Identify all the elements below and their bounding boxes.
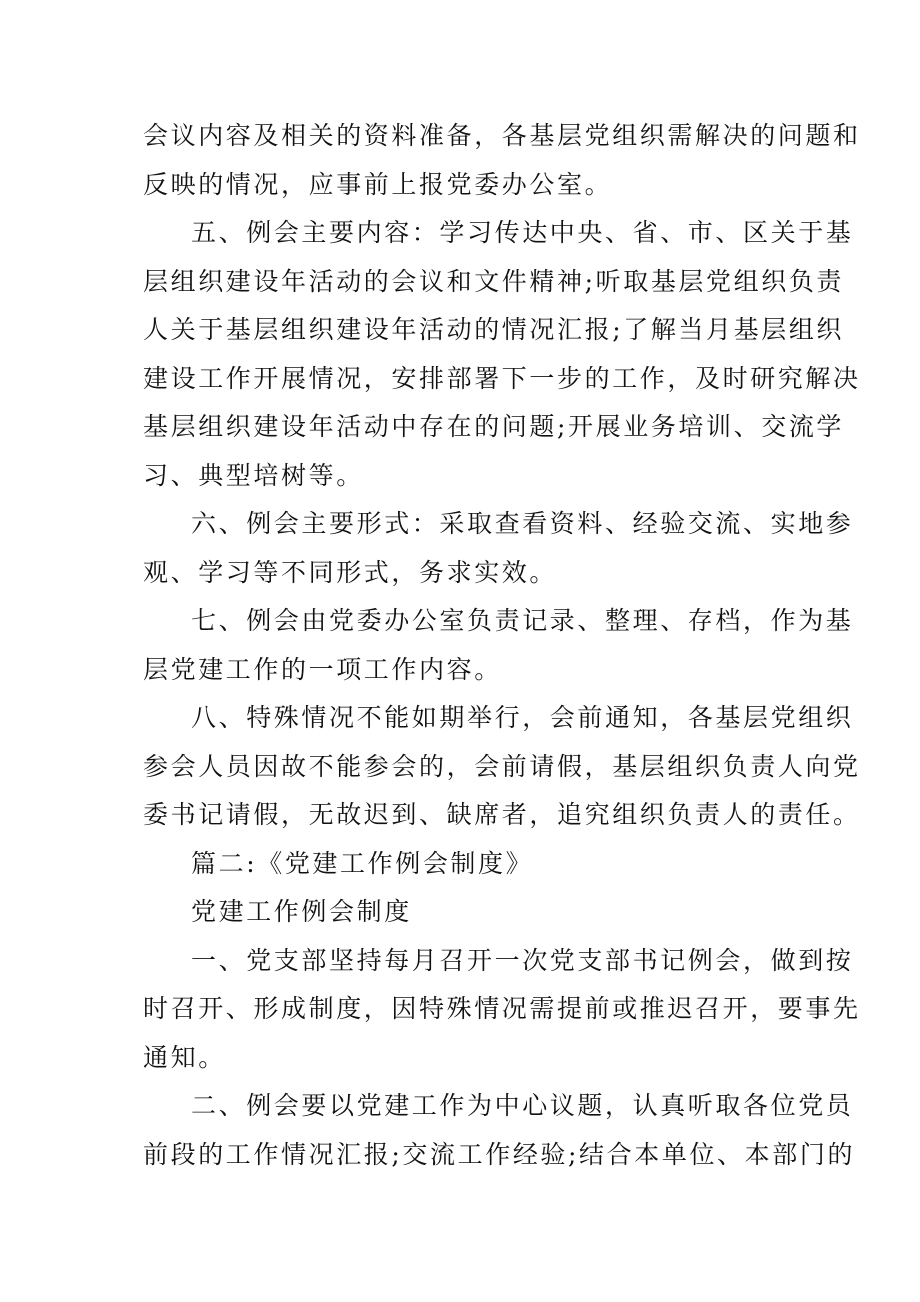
text-line: 人关于基层组织建设年活动的情况汇报;了解当月基层组织 [143, 315, 845, 344]
text-line: 基层组织建设年活动中存在的问题;开展业务培训、交流学 [143, 412, 845, 441]
section-heading: 篇二:《党建工作例会制度》 [191, 848, 534, 878]
text-line: 会议内容及相关的资料准备，各基层党组织需解决的问题和 [143, 121, 861, 150]
text-line: 建设工作开展情况，安排部署下一步的工作，及时研究解决 [143, 363, 861, 393]
paragraph-start: 七、例会由党委办公室负责记录、整理、存档，作为基 [191, 606, 854, 635]
paragraph-start: 一、党支部坚持每月召开一次党支部书记例会，做到按 [191, 945, 854, 975]
text-line: 层党建工作的一项工作内容。 [143, 654, 502, 684]
text-line: 反映的情况，应事前上报党委办公室。 [143, 169, 613, 199]
paragraph-start: 八、特殊情况不能如期举行，会前通知，各基层党组织 [191, 703, 854, 732]
paragraph-start: 二、例会要以党建工作为中心议题，认真听取各位党员 [191, 1091, 854, 1120]
paragraph-start: 六、例会主要形式：采取查看资料、经验交流、实地参 [191, 509, 854, 538]
text-line: 层组织建设年活动的会议和文件精神;听取基层党组织负责 [143, 266, 845, 296]
text-line: 观、学习等不同形式，务求实效。 [143, 557, 558, 587]
document-page [143, 112, 861, 1179]
text-line: 委书记请假，无故迟到、缺席者，追究组织负责人的责任。 [143, 800, 861, 829]
text-line: 前段的工作情况汇报;交流工作经验;结合本单位、本部门的 [143, 1139, 856, 1169]
text-line: 习、典型培树等。 [143, 460, 364, 490]
paragraph-start: 五、例会主要内容：学习传达中央、省、市、区关于基 [191, 218, 854, 247]
text-line: 时召开、形成制度，因特殊情况需提前或推迟召开，要事先 [143, 994, 861, 1023]
text-line: 参会人员因故不能参会的，会前请假，基层组织负责人向党 [143, 751, 861, 781]
document-title: 党建工作例会制度 [191, 897, 412, 926]
text-line: 通知。 [143, 1042, 226, 1072]
